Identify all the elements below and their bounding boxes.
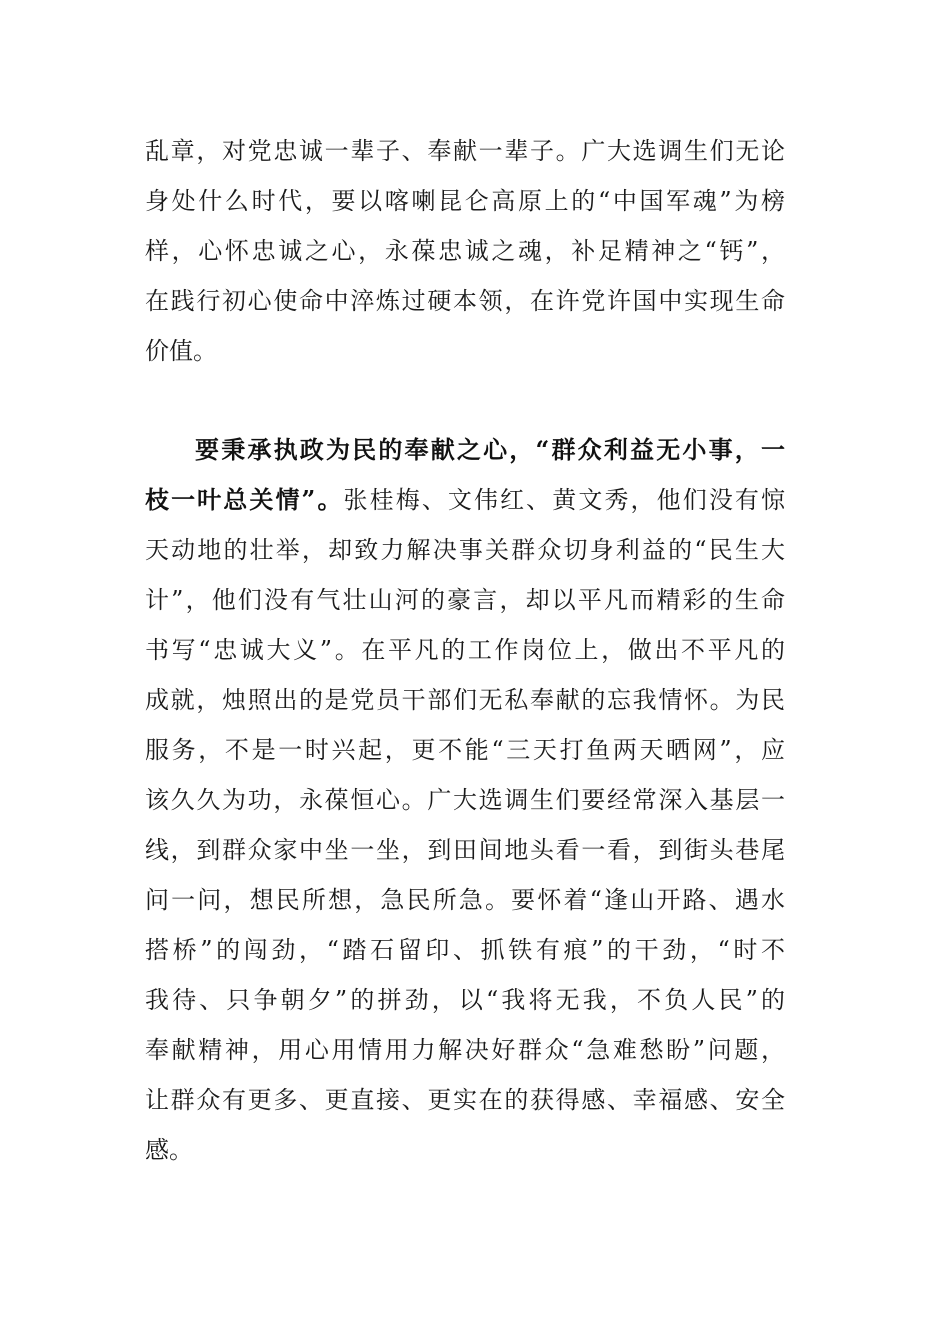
paragraph-2-heading-part-2: 枝一叶总关情”。 [145, 485, 344, 514]
paragraph-2-line-7: 服务，不是一时兴起，更不能“三天打鱼两天晒网”，应 [145, 736, 785, 764]
paragraph-2-heading-part-1: 要秉承执政为民的奉献之心，“群众利益无小事，一 [195, 435, 785, 464]
paragraph-2-line-2-text: 张桂梅、文伟红、黄文秀，他们没有惊 [343, 486, 786, 514]
paragraph-2-line-8: 该久久为功，永葆恒心。广大选调生们要经常深入基层一 [145, 786, 785, 814]
paragraph-2-line-13: 奉献精神，用心用情用力解决好群众“急难愁盼”问题， [145, 1036, 785, 1064]
paragraph-2-line-6: 成就，烛照出的是党员干部们无私奉献的忘我情怀。为民 [145, 686, 785, 714]
paragraph-1-line-2: 身处什么时代，要以喀喇昆仑高原上的“中国军魂”为榜 [145, 187, 785, 215]
paragraph-2-line-11: 搭桥”的闯劲，“踏石留印、抓铁有痕”的干劲，“时不 [145, 936, 785, 964]
paragraph-2-line-10: 问一问，想民所想，急民所急。要怀着“逢山开路、遇水 [145, 886, 785, 914]
paragraph-1-line-4: 在践行初心使命中淬炼过硬本领，在许党许国中实现生命 [145, 287, 785, 315]
paragraph-1-line-5: 价值。 [145, 337, 217, 365]
paragraph-2-line-5: 书写“忠诚大义”。在平凡的工作岗位上，做出不平凡的 [145, 636, 785, 664]
paragraph-1-line-1: 乱章，对党忠诚一辈子、奉献一辈子。广大选调生们无论 [145, 137, 785, 165]
paragraph-2-line-3: 天动地的壮举，却致力解决事关群众切身利益的“民生大 [145, 536, 785, 564]
paragraph-2-line-9: 线，到群众家中坐一坐，到田间地头看一看，到街头巷尾 [145, 836, 785, 864]
paragraph-2-line-14: 让群众有更多、更直接、更实在的获得感、幸福感、安全 [145, 1086, 785, 1114]
paragraph-2-line-1 [145, 430, 785, 470]
paragraph-2-line-12: 我待、只争朝夕”的拼劲，以“我将无我，不负人民”的 [145, 986, 785, 1014]
paragraph-2-line-4: 计”，他们没有气壮山河的豪言，却以平凡而精彩的生命 [145, 586, 785, 614]
paragraph-2-line-2 [145, 480, 785, 520]
paragraph-2-line-15: 感。 [145, 1136, 193, 1164]
paragraph-1-line-3: 样，心怀忠诚之心，永葆忠诚之魂，补足精神之“钙”， [145, 237, 785, 265]
